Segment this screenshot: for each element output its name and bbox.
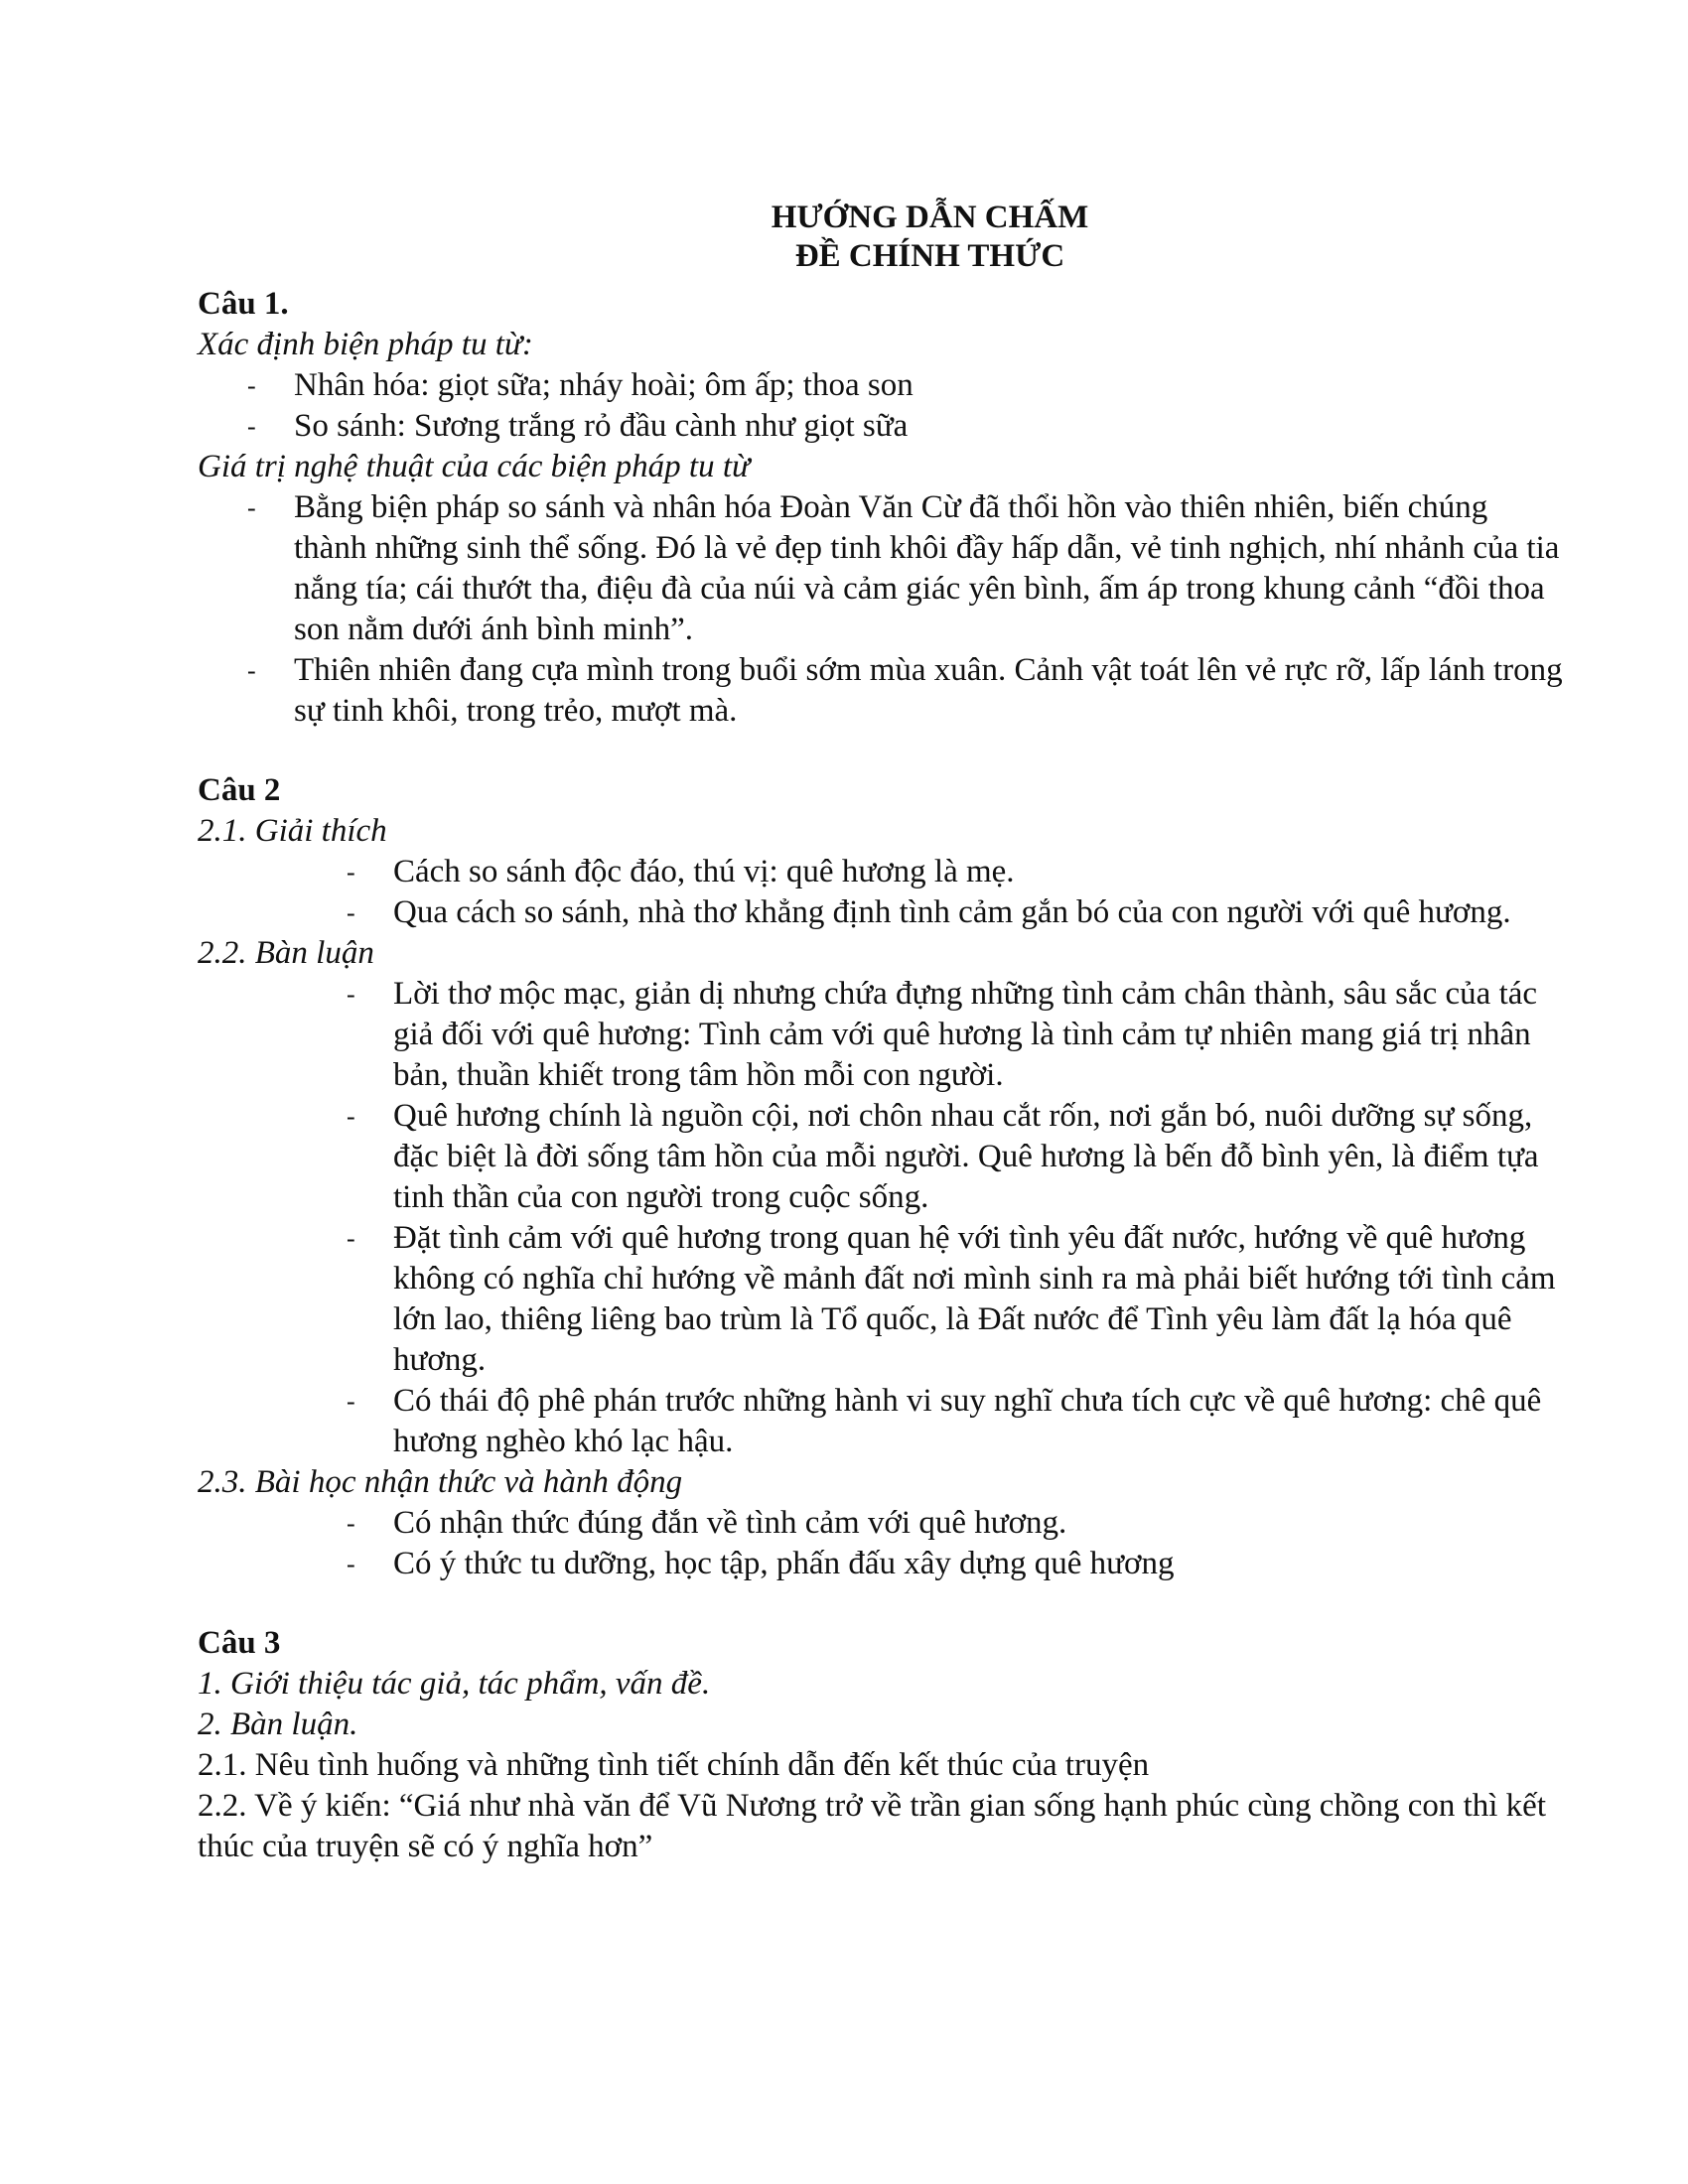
list-item: - So sánh: Sương trắng rỏ đầu cành như giọt sữa bbox=[294, 406, 1568, 447]
q2-subheading-explain: 2.1. Giải thích bbox=[198, 813, 387, 849]
q1-subheading-techniques: Xác định biện pháp tu từ: bbox=[198, 327, 533, 362]
q2-lesson-list bbox=[198, 1503, 1568, 1584]
list-item: - Qua cách so sánh, nhà thơ khẳng định tình cảm gắn bó của con người với quê hương. bbox=[393, 892, 1568, 933]
document-page bbox=[198, 199, 1568, 1867]
list-item: - Quê hương chính là nguồn cội, nơi chôn nhau cắt rốn, nơi gắn bó, nuôi dưỡng sự sống, đặc biệt là đời sống tâm hồn của mỗi người. Quê hương là bến đỗ bình yên, là điểm tựa tinh thần của con người trong cuộc sống. bbox=[393, 1096, 1568, 1218]
question-3-section bbox=[198, 1623, 1568, 1867]
question-1-section bbox=[198, 284, 1568, 732]
q3-item-2-1: 2.1. Nêu tình huống và những tình tiết chính dẫn đến kết thúc của truyện bbox=[198, 1747, 1150, 1783]
q3-item-discussion: 2. Bàn luận. bbox=[198, 1706, 358, 1742]
question-1-heading: Câu 1. bbox=[198, 286, 289, 322]
q1-subheading-artistic-value: Giá trị nghệ thuật của các biện pháp tu từ bbox=[198, 449, 751, 484]
title-line-1: HƯỚNG DẪN CHẤM bbox=[771, 200, 1089, 235]
list-item: - Lời thơ mộc mạc, giản dị nhưng chứa đựng những tình cảm chân thành, sâu sắc của tác giả đối với quê hương: Tình cảm với quê hương là tình cảm tự nhiên mang giá trị nhân bản, thuần khiết trong tâm hồn mỗi con người. bbox=[393, 974, 1568, 1096]
question-2-heading: Câu 2 bbox=[198, 772, 281, 808]
list-item: - Có ý thức tu dưỡng, học tập, phấn đấu xây dựng quê hương bbox=[393, 1544, 1568, 1584]
q3-item-2-2: 2.2. Về ý kiến: “Giá như nhà văn để Vũ Nương trở về trần gian sống hạnh phúc cùng chồng con thì kết thúc của truyện sẽ có ý nghĩa hơn” bbox=[198, 1788, 1546, 1864]
list-item: - Thiên nhiên đang cựa mình trong buổi sớm mùa xuân. Cảnh vật toát lên vẻ rực rỡ, lấp lánh trong sự tinh khôi, trong trẻo, mượt mà. bbox=[294, 650, 1568, 732]
list-item: - Có thái độ phê phán trước những hành vi suy nghĩ chưa tích cực về quê hương: chê quê hương nghèo khó lạc hậu. bbox=[393, 1381, 1568, 1462]
q1-techniques-list bbox=[198, 365, 1568, 447]
list-item: - Nhân hóa: giọt sữa; nháy hoài; ôm ấp; thoa son bbox=[294, 365, 1568, 406]
q1-artistic-value-list bbox=[198, 487, 1568, 732]
list-item: - Bằng biện pháp so sánh và nhân hóa Đoàn Văn Cừ đã thổi hồn vào thiên nhiên, biến chúng thành những sinh thể sống. Đó là vẻ đẹp tinh khôi đầy hấp dẫn, vẻ tinh nghịch, nhí nhảnh của tia nắng tía; cái thướt tha, điệu đà của núi và cảm giác yên bình, ấm áp trong khung cảnh “đồi thoa son nằm dưới ánh bình minh”. bbox=[294, 487, 1568, 650]
q3-item-introduction: 1. Giới thiệu tác giả, tác phẩm, vấn đề. bbox=[198, 1666, 711, 1702]
list-item: - Cách so sánh độc đáo, thú vị: quê hương là mẹ. bbox=[393, 852, 1568, 892]
q2-subheading-discuss: 2.2. Bàn luận bbox=[198, 935, 374, 971]
q2-subheading-lesson: 2.3. Bài học nhận thức và hành động bbox=[198, 1464, 683, 1500]
question-2-section bbox=[198, 770, 1568, 1584]
question-3-heading: Câu 3 bbox=[198, 1625, 281, 1661]
q2-discuss-list bbox=[198, 974, 1568, 1462]
q2-explain-list bbox=[198, 852, 1568, 933]
title-line-2: ĐỀ CHÍNH THỨC bbox=[794, 238, 1065, 274]
document-title bbox=[198, 199, 1568, 276]
list-item: - Có nhận thức đúng đắn về tình cảm với quê hương. bbox=[393, 1503, 1568, 1544]
list-item: - Đặt tình cảm với quê hương trong quan hệ với tình yêu đất nước, hướng về quê hương không có nghĩa chỉ hướng về mảnh đất nơi mình sinh ra mà phải biết hướng tới tình cảm lớn lao, thiêng liêng bao trùm là Tổ quốc, là Đất nước để Tình yêu làm đất lạ hóa quê hương. bbox=[393, 1218, 1568, 1381]
